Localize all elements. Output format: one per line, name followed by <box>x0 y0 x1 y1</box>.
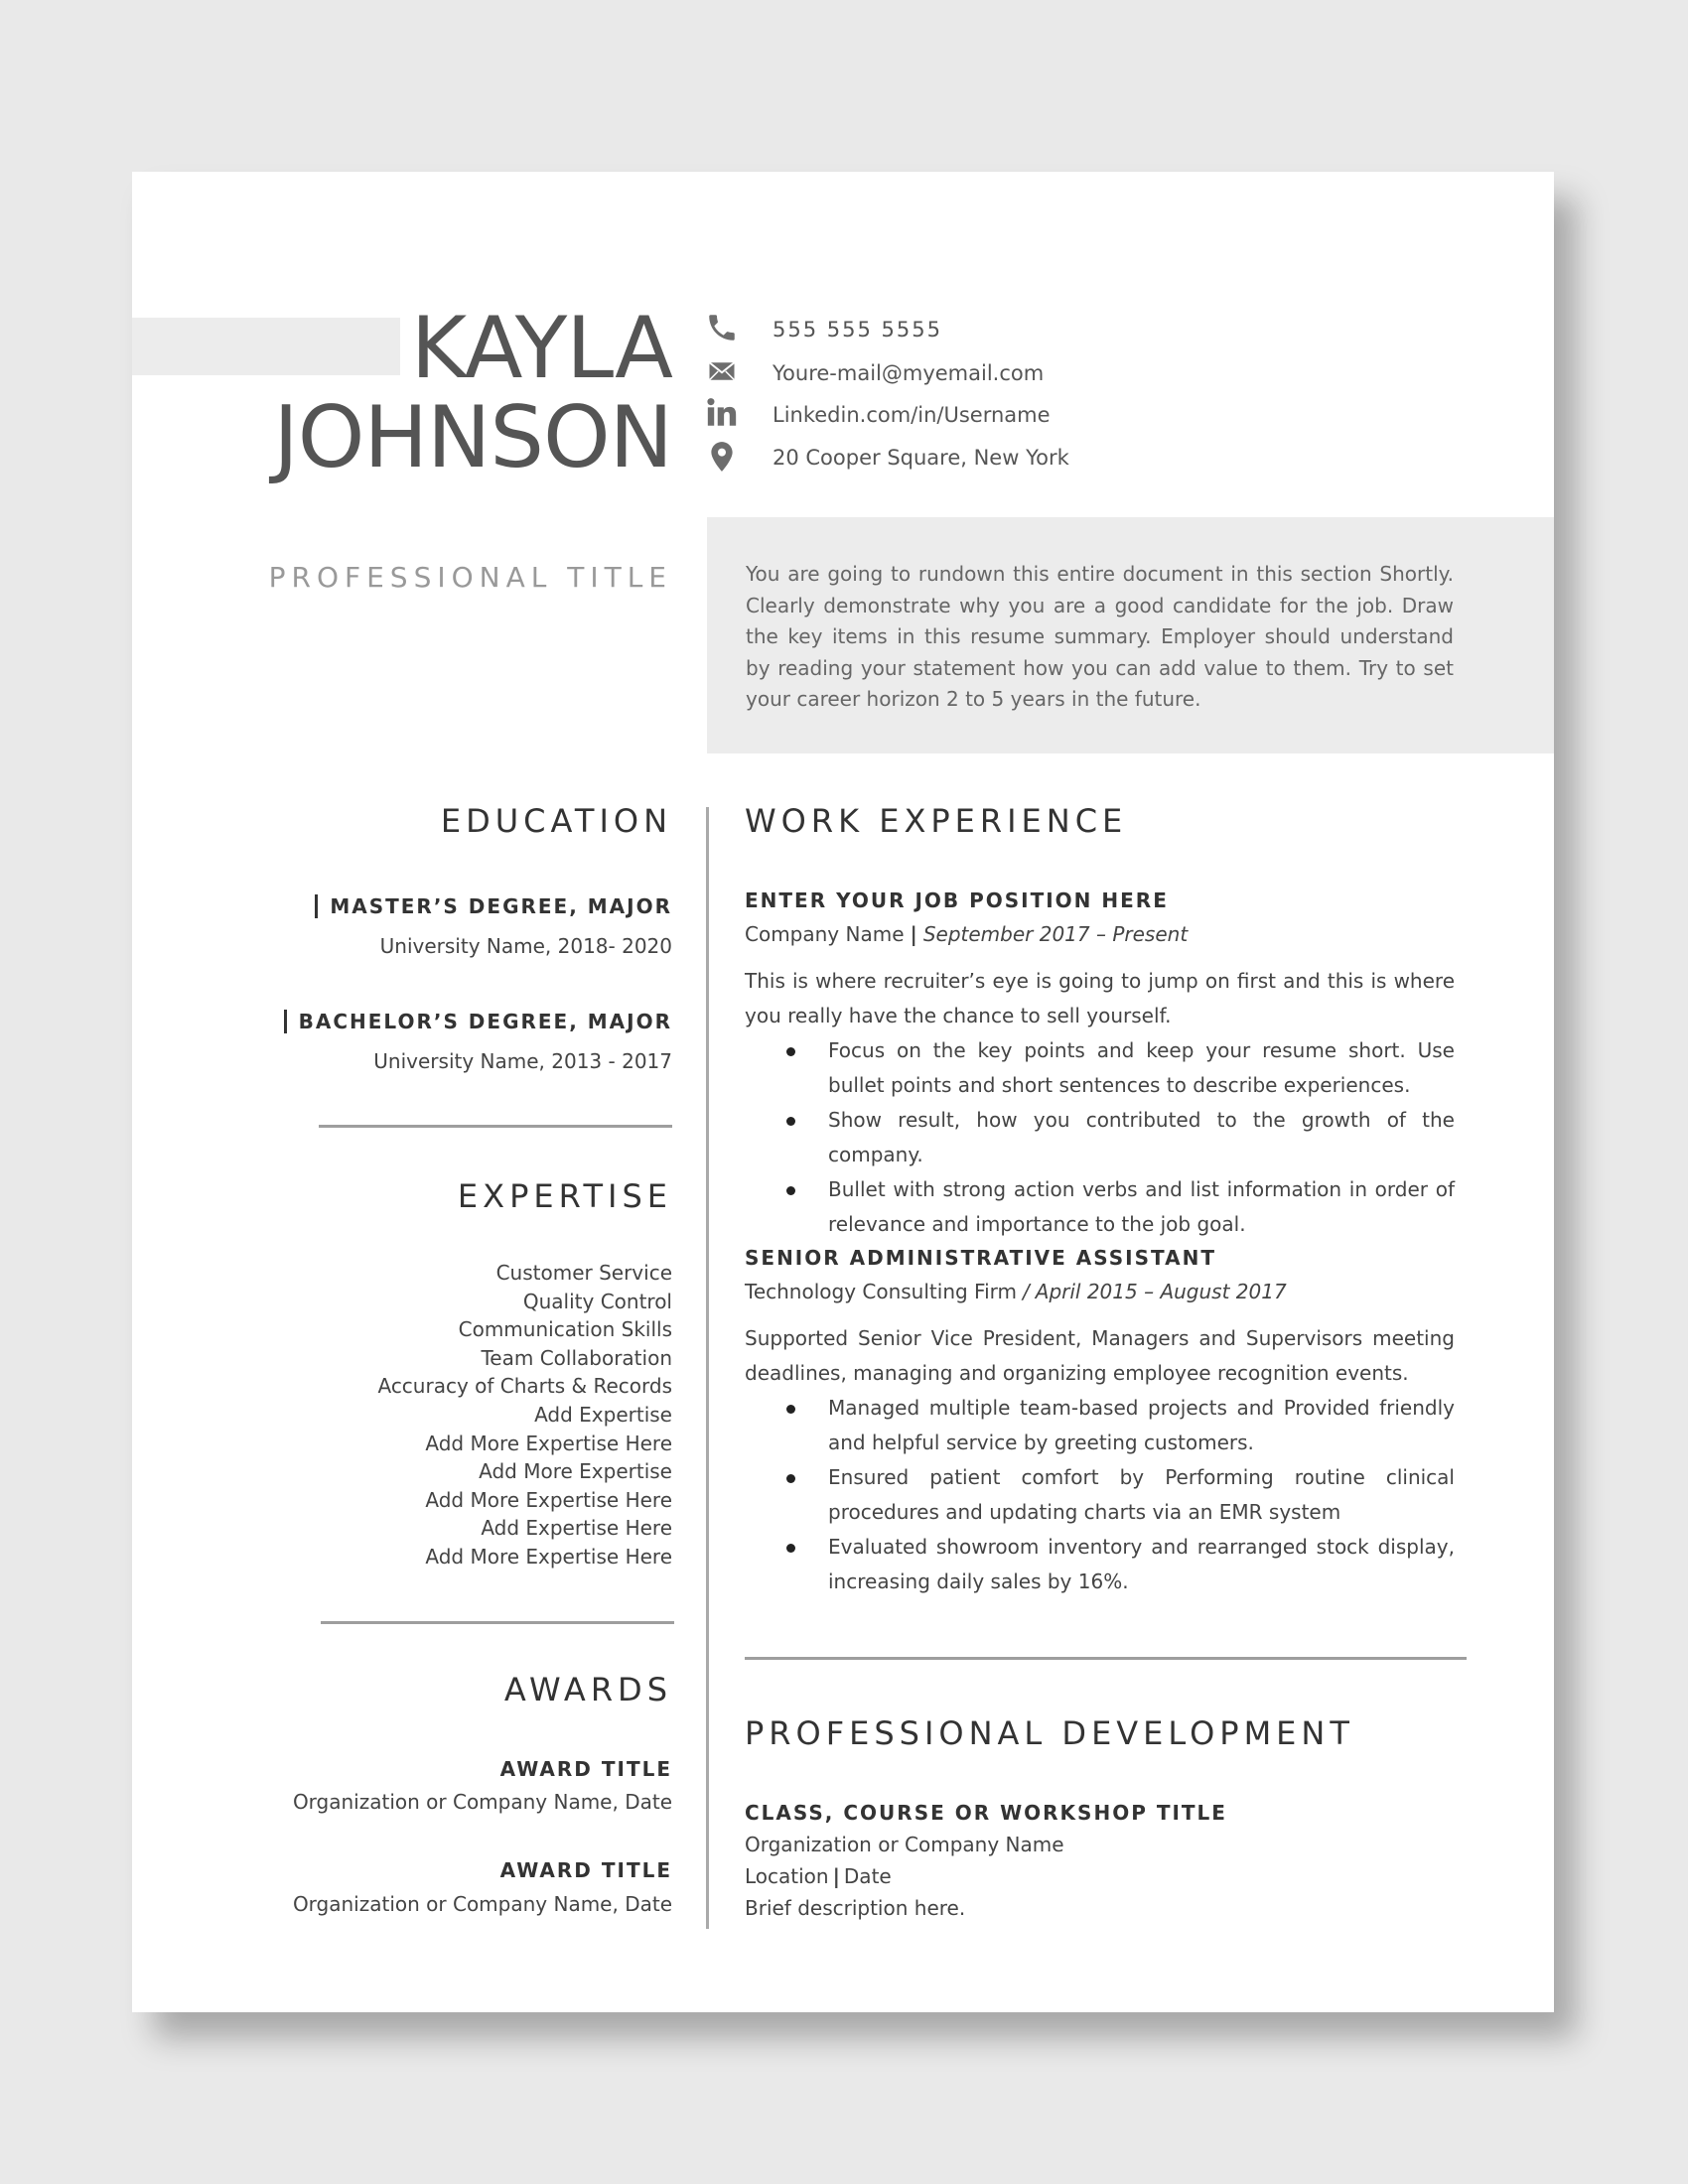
education-degree: BACHELOR’S DEGREE, MAJOR <box>284 1010 672 1033</box>
job-company: Technology Consulting Firm <box>745 1280 1018 1303</box>
award-org: Organization or Company Name, Date <box>292 1892 672 1916</box>
education-heading: EDUCATION <box>440 802 672 840</box>
job-bullet: Evaluated showroom inventory and rearranged stock display, increasing daily sales by 16%. <box>745 1530 1455 1599</box>
job-separator: | <box>910 922 917 946</box>
job-bullets <box>745 1391 1455 1599</box>
expertise-item: Communication Skills <box>458 1317 672 1342</box>
course-location-line <box>745 1860 892 1892</box>
professional-development-heading: PROFESSIONAL DEVELOPMENT <box>745 1714 1354 1752</box>
column-divider <box>706 807 709 1929</box>
expertise-item: Add Expertise Here <box>481 1516 672 1541</box>
job-bullet: Focus on the key points and keep your resume short. Use bullet points and short sentences to describe experiences. <box>745 1033 1455 1103</box>
course-separator: | <box>832 1864 840 1888</box>
job-bullet: Managed multiple team-based projects and Provided friendly and helpful service by greeting customers. <box>745 1391 1455 1460</box>
linkedin-text[interactable]: Linkedin.com/in/Username <box>773 403 1051 427</box>
envelope-icon <box>705 356 739 386</box>
first-name: KAYLA <box>410 299 672 398</box>
job-bullet: Show result, how you contributed to the growth of the company. <box>745 1103 1455 1172</box>
email-text[interactable]: Youre-mail@myemail.com <box>773 361 1045 385</box>
job-bullet: Ensured patient comfort by Performing routine clinical procedures and updating charts via an EMR system <box>745 1460 1455 1530</box>
expertise-item: Add Expertise <box>534 1402 672 1427</box>
job-description: This is where recruiter’s eye is going to jump on first and this is where you really have the chance to sell yourself. <box>745 969 1455 1027</box>
awards-heading: AWARDS <box>503 1671 672 1708</box>
job-dates: April 2015 – August 2017 <box>1035 1280 1287 1303</box>
expertise-item: Add More Expertise Here <box>425 1431 672 1455</box>
course-date: Date <box>843 1864 892 1888</box>
name-accent-bar <box>132 318 400 375</box>
job-company-line <box>745 1280 1287 1303</box>
expertise-item: Quality Control <box>522 1289 672 1313</box>
job-title: SENIOR ADMINISTRATIVE ASSISTANT <box>745 1246 1216 1270</box>
section-divider <box>745 1657 1467 1660</box>
map-pin-icon <box>705 440 739 474</box>
expertise-item: Accuracy of Charts & Records <box>377 1374 672 1399</box>
job-title: ENTER YOUR JOB POSITION HERE <box>745 888 1169 912</box>
job-company: Company Name <box>745 922 905 946</box>
professional-title: PROFESSIONAL TITLE <box>268 561 672 594</box>
linkedin-icon <box>705 396 739 430</box>
job-bullets <box>745 1033 1455 1242</box>
work-experience-heading: WORK EXPERIENCE <box>745 802 1128 840</box>
summary-box <box>707 517 1554 753</box>
expertise-item: Add More Expertise <box>479 1459 672 1484</box>
job-bullet: Bullet with strong action verbs and list information in order of relevance and importance to the job goal. <box>745 1172 1455 1242</box>
section-divider <box>319 1125 672 1128</box>
course-description: Brief description here. <box>745 1896 966 1920</box>
education-school: University Name, 2013 - 2017 <box>373 1049 672 1073</box>
expertise-item: Team Collaboration <box>481 1345 672 1370</box>
award-title: AWARD TITLE <box>499 1757 672 1781</box>
course-location: Location <box>745 1864 829 1888</box>
expertise-list <box>377 1259 672 1571</box>
last-name: JOHNSON <box>273 388 672 487</box>
course-org: Organization or Company Name <box>745 1833 1064 1856</box>
award-title: AWARD TITLE <box>499 1858 672 1882</box>
expertise-item: Add More Expertise Here <box>425 1487 672 1512</box>
job-company-line <box>745 922 1188 946</box>
education-degree: MASTER’S DEGREE, MAJOR <box>315 894 672 918</box>
job-separator: / <box>1023 1280 1030 1303</box>
job-dates: September 2017 – Present <box>922 922 1189 946</box>
phone-text: 555 555 5555 <box>773 318 942 341</box>
education-school: University Name, 2018- 2020 <box>379 934 672 958</box>
address-text: 20 Cooper Square, New York <box>773 446 1069 470</box>
resume-page <box>132 172 1554 2012</box>
expertise-item: Customer Service <box>495 1261 672 1285</box>
course-title: CLASS, COURSE OR WORKSHOP TITLE <box>745 1801 1227 1825</box>
summary-text: You are going to rundown this entire document in this section Shortly. Clearly demonstrate why you are a good candidate for the job. Draw the key items in this resume summary. Employer should understand by reading your statement how you can add value to them. Try to set your career horizon 2 to 5 years in the future. <box>746 562 1454 711</box>
expertise-item: Add More Expertise Here <box>425 1544 672 1569</box>
phone-icon <box>705 311 739 344</box>
award-org: Organization or Company Name, Date <box>292 1790 672 1814</box>
expertise-heading: EXPERTISE <box>457 1177 672 1215</box>
job-description: Supported Senior Vice President, Managers and Supervisors meeting deadlines, managing and organizing employee recognition events. <box>745 1326 1455 1385</box>
section-divider <box>321 1621 674 1624</box>
